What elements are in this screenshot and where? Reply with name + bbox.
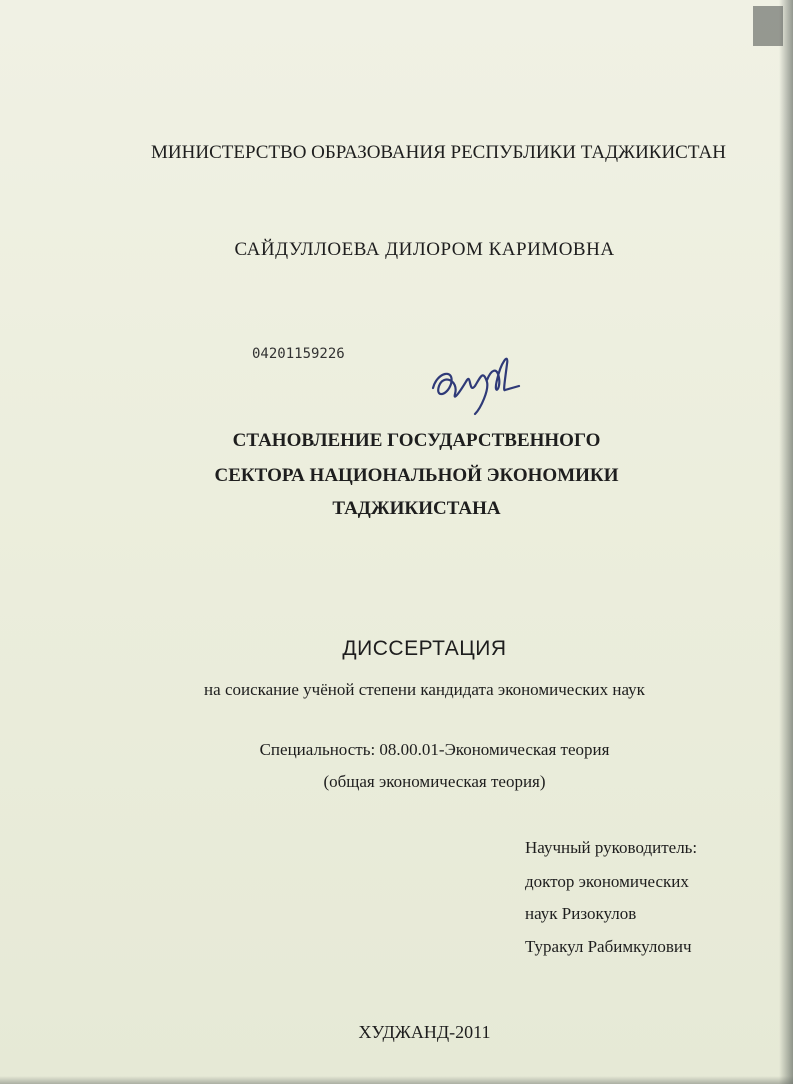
specialty-line-2: (общая экономическая теория): [323, 772, 546, 791]
specialty-line-1: Специальность: 08.00.01-Экономическая теория: [259, 740, 610, 759]
supervisor-degree: доктор экономических: [525, 872, 689, 891]
document-type: ДИССЕРТАЦИЯ: [342, 637, 507, 660]
supervisor-degree-name: наук Ризокулов: [525, 904, 637, 923]
ministry-heading: МИНИСТЕРСТВО ОБРАЗОВАНИЯ РЕСПУБЛИКИ ТАДЖИКИСТАН: [151, 142, 726, 163]
place-year: ХУДЖАНД-2011: [358, 1022, 491, 1042]
scan-bottom-shadow: [0, 1076, 793, 1084]
author-name: САЙДУЛЛОЕВА ДИЛОРОМ КАРИМОВНА: [234, 239, 615, 260]
signature-icon: [425, 350, 525, 420]
title-line-1: СТАНОВЛЕНИЕ ГОСУДАРСТВЕННОГО: [232, 430, 601, 451]
registration-number: 04201159226: [252, 346, 345, 362]
title-line-2: СЕКТОРА НАЦИОНАЛЬНОЙ ЭКОНОМИКИ: [214, 465, 619, 486]
degree-statement: на соискание учёной степени кандидата экономических наук: [204, 680, 645, 699]
supervisor-full-name: Туракул Рабимкулович: [525, 937, 692, 956]
supervisor-label: Научный руководитель:: [525, 838, 698, 857]
scan-corner-mark: [753, 6, 783, 46]
title-line-3: ТАДЖИКИСТАНА: [332, 498, 501, 519]
